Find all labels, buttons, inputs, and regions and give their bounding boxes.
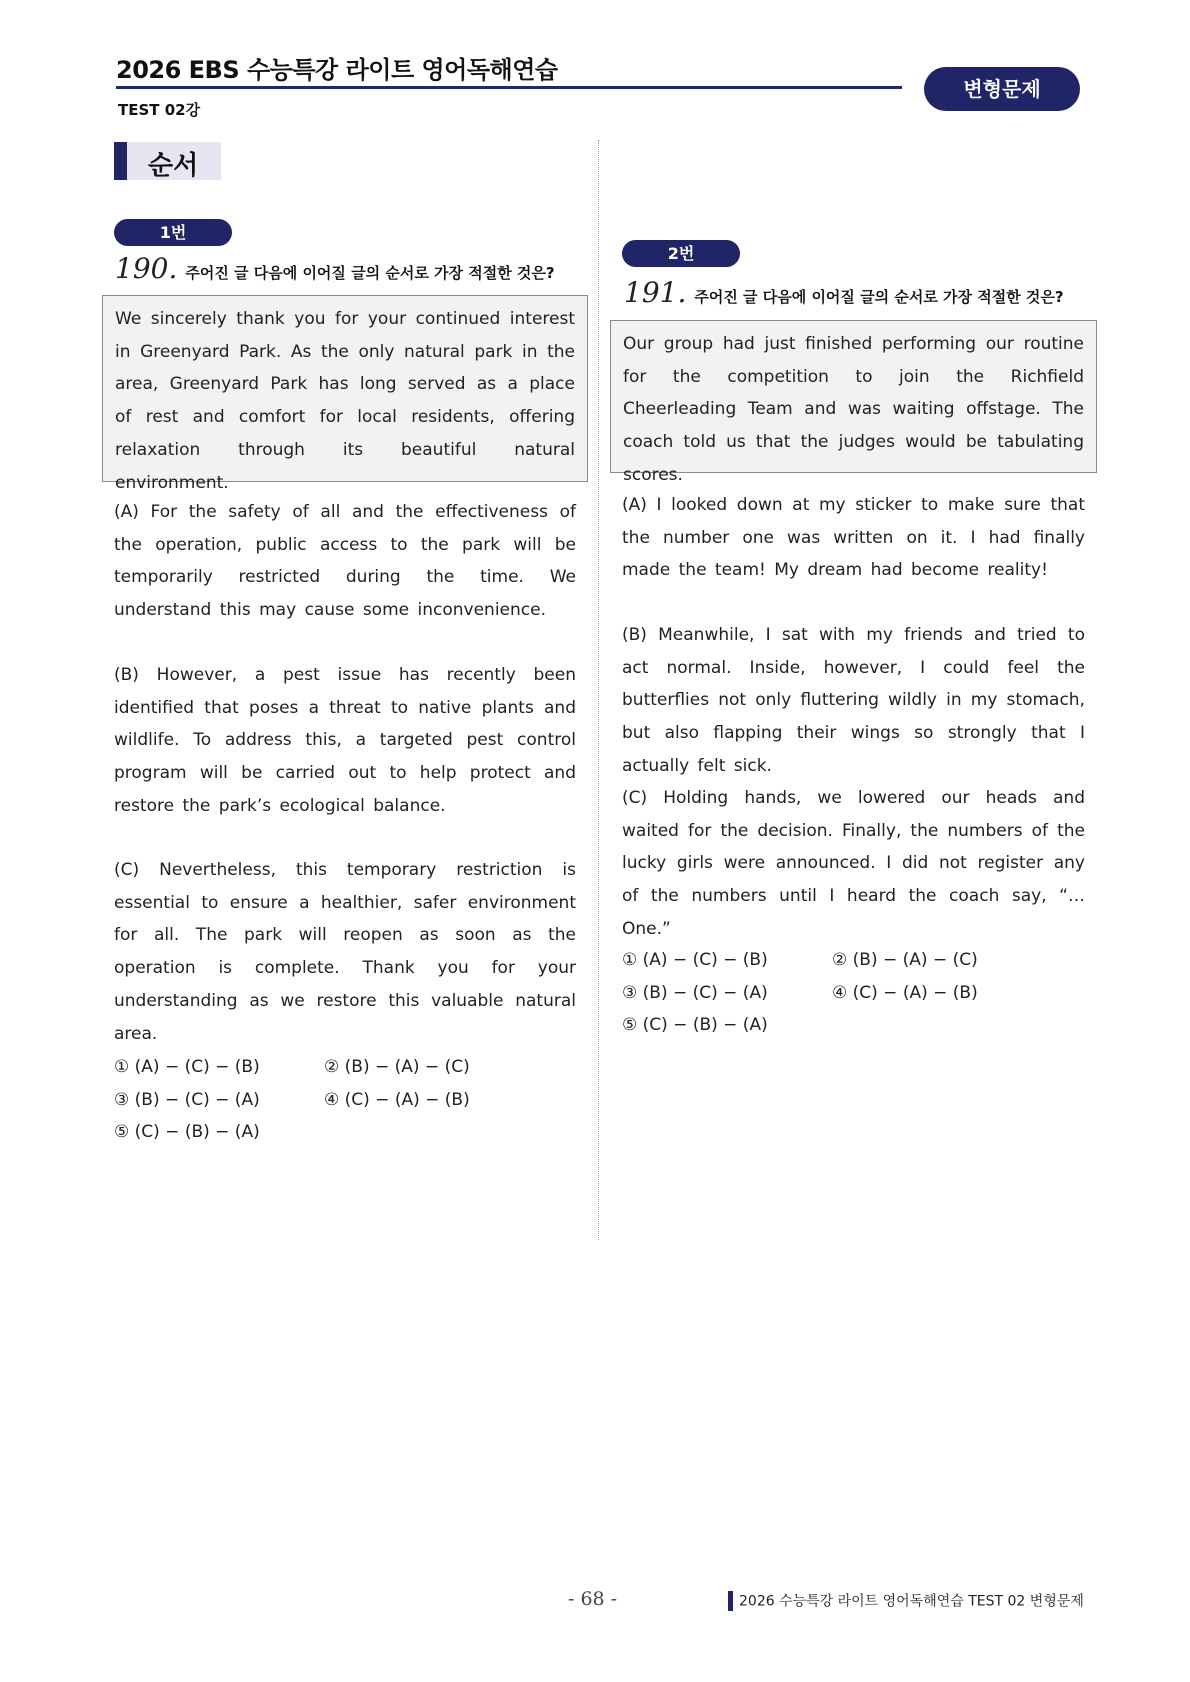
question-2-paragraph-a (622, 489, 1085, 587)
question-2-badge: 2번 (622, 240, 740, 267)
question-2-paragraph-c-text: (C) Holding hands, we lowered our heads and waited for the decision. Finally, the numbers of the lucky girls were announced. I did not register any of the numbers until I heard the coach say, “…One.” (622, 788, 1085, 939)
question-2-paragraph-c (622, 782, 1085, 946)
question-1-paragraph-b (114, 659, 576, 823)
question-1-choice-3[interactable]: ③ (B) − (C) − (A) (114, 1089, 260, 1110)
question-2-number: 191. (624, 276, 687, 309)
question-2-title (624, 276, 1064, 309)
question-2-given-text: Our group had just finished performing our routine for the competition to join the Richfield Cheerleading Team and was waiting offstage. The coach told us that the judges would be tabulating scores. (623, 334, 1084, 485)
question-1-choice-4[interactable]: ④ (C) − (A) − (B) (324, 1089, 470, 1110)
question-1-paragraph-a-text: (A) For the safety of all and the effectiveness of the operation, public access to the park will be temporarily restricted during the time. We understand this may cause some inconvenience. (114, 502, 576, 621)
question-1-paragraph-c-text: (C) Nevertheless, this temporary restriction is essential to ensure a healthier, safer environment for all. The park will reopen as soon as the operation is complete. Thank you for your understanding as we restore this valuable natural area. (114, 860, 576, 1044)
header-rule (116, 86, 902, 89)
question-2-paragraph-b-text: (B) Meanwhile, I sat with my friends and tried to act normal. Inside, however, I could feel the butterflies not only fluttering wildly in my stomach, but also flapping their wings so strongly that I actually felt sick. (622, 625, 1085, 776)
question-2-choices (622, 944, 978, 1042)
variant-badge: 변형문제 (924, 67, 1080, 111)
question-2-paragraph-b (622, 619, 1085, 783)
question-2-choice-4[interactable]: ④ (C) − (A) − (B) (832, 982, 978, 1003)
question-1-choices (114, 1051, 470, 1149)
question-1-paragraph-c (114, 854, 576, 1050)
question-2-given-box (610, 320, 1097, 485)
question-1-given-box (102, 295, 588, 493)
question-1-given-text: We sincerely thank you for your continued interest in Greenyard Park. As the only natural park in the area, Greenyard Park has long served as a place of rest and comfort for local residents, offering relaxation through its beautiful natural environment. (115, 309, 575, 493)
footer-label (728, 1590, 1084, 1610)
question-2-choice-3[interactable]: ③ (B) − (C) − (A) (622, 982, 768, 1003)
question-1-choice-1[interactable]: ① (A) − (C) − (B) (114, 1057, 260, 1077)
test-label: TEST 02강 (118, 101, 201, 119)
footer-text: 2026 수능특강 라이트 영어독해연습 TEST 02 변형문제 (739, 1593, 1084, 1610)
question-1-number: 190. (115, 252, 178, 285)
question-1-choice-5[interactable]: ⑤ (C) − (B) − (A) (114, 1122, 260, 1142)
section-heading-bar (114, 142, 127, 180)
question-2-paragraph-a-text: (A) I looked down at my sticker to make sure that the number one was written on it. I had finally made the team! My dream had become reality! (622, 495, 1085, 581)
section-heading (114, 142, 221, 180)
question-2-choice-5[interactable]: ⑤ (C) − (B) − (A) (622, 1015, 768, 1035)
question-1-title (115, 252, 555, 285)
question-1-prompt: 주어진 글 다음에 이어질 글의 순서로 가장 적절한 것은? (185, 264, 555, 282)
question-1-badge: 1번 (114, 219, 232, 246)
question-1-paragraph-b-text: (B) However, a pest issue has recently been identified that poses a threat to native plants and wildlife. To address this, a targeted pest control program will be carried out to help protect and restore the park’s ecological balance. (114, 665, 576, 816)
question-2-prompt: 주어진 글 다음에 이어질 글의 순서로 가장 적절한 것은? (694, 288, 1064, 306)
footer-bar (728, 1591, 733, 1611)
column-divider (598, 140, 599, 1240)
page-number: - 68 - (568, 1588, 618, 1610)
question-1-choice-2[interactable]: ② (B) − (A) − (C) (324, 1057, 470, 1077)
section-heading-text: 순서 (148, 151, 199, 181)
document-title: 2026 EBS 수능특강 라이트 영어독해연습 (116, 56, 558, 84)
question-2-choice-1[interactable]: ① (A) − (C) − (B) (622, 950, 768, 970)
question-2-choice-2[interactable]: ② (B) − (A) − (C) (832, 950, 978, 970)
question-1-paragraph-a (114, 496, 576, 627)
